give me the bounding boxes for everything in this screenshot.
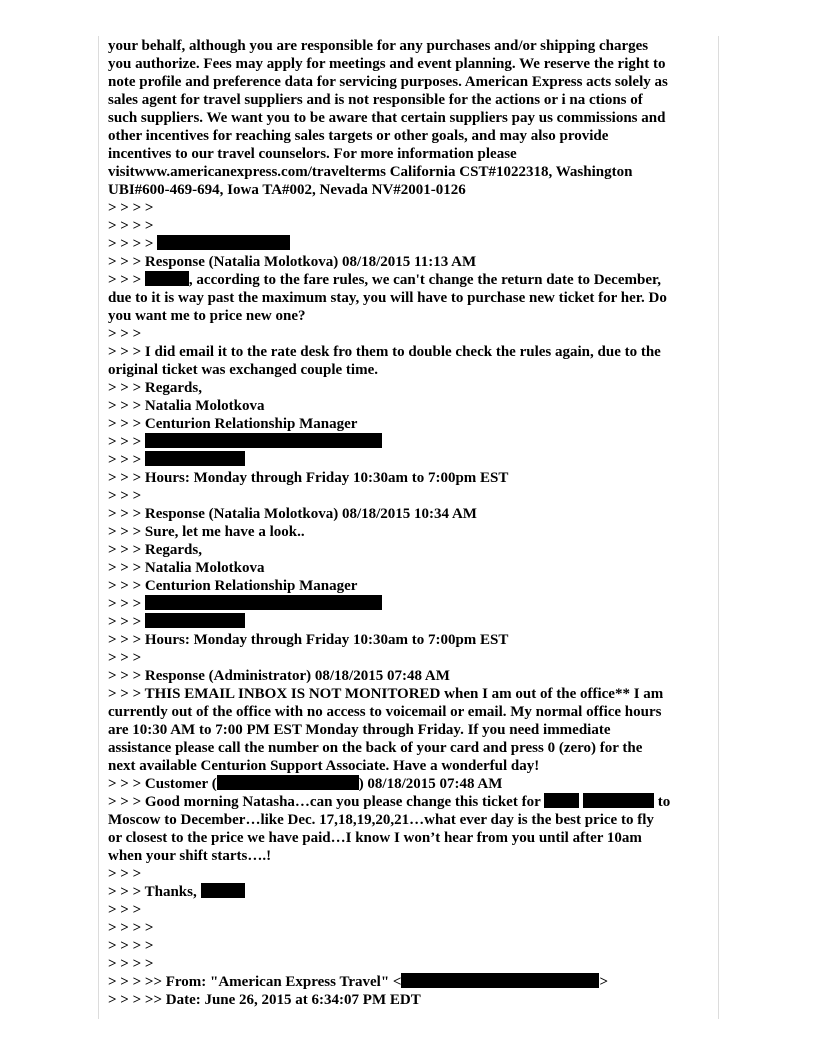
quote-prefix: > > > — [108, 614, 145, 630]
email-document — [108, 37, 710, 1009]
quote-prefix: > > > — [108, 272, 145, 288]
quote-prefix: > > > — [108, 452, 145, 468]
text-line: > > > Hours: Monday through Friday 10:30am to 7:00pm EST — [108, 470, 509, 486]
text-line: sales agent for travel suppliers and is not responsible for the actions or i na ctions of — [108, 92, 643, 108]
text-line: when your shift starts….! — [108, 848, 272, 864]
signature-name: > > > Natalia Molotkova — [108, 560, 265, 576]
text-line: UBI#600-469-694, Iowa TA#002, Nevada NV#2001-0126 — [108, 182, 466, 198]
redaction-block — [544, 793, 579, 808]
response-header: > > > Response (Administrator) 08/18/2015 07:48 AM — [108, 668, 450, 684]
redaction-block — [145, 595, 382, 610]
text-line: Moscow to December…like Dec. 17,18,19,20,21…what ever day is the best price to fly — [108, 812, 654, 828]
quote-marker-line: > > > — [108, 326, 142, 342]
redacted-line — [108, 271, 710, 289]
text-line: you want me to price new one? — [108, 308, 306, 324]
quote-prefix: > > > — [108, 596, 145, 612]
quote-marker-line: > > > — [108, 650, 142, 666]
redaction-block — [157, 235, 290, 250]
redaction-block — [217, 775, 359, 790]
text-segment: > — [599, 974, 609, 990]
text-line: > > > I did email it to the rate desk fro them to double check the rules again, due to the — [108, 344, 661, 360]
redacted-line — [108, 595, 710, 613]
text-line: currently out of the office with no access to voicemail or email. My normal office hours — [108, 704, 662, 720]
text-line: original ticket was exchanged couple time. — [108, 362, 378, 378]
quote-marker-line: > > > — [108, 866, 142, 882]
text-segment: > > > Customer ( — [108, 776, 217, 792]
text-line: > > > Sure, let me have a look.. — [108, 524, 305, 540]
text-line: > > > Regards, — [108, 380, 202, 396]
text-line: are 10:30 AM to 7:00 PM EST Monday through Friday. If you need immediate — [108, 722, 611, 738]
redacted-line — [108, 613, 710, 631]
text-line: your behalf, although you are responsible for any purchases and/or shipping charges — [108, 38, 649, 54]
quote-marker-line: > > > > — [108, 920, 154, 936]
text-line: visitwww.americanexpress.com/travelterms California CST#1022318, Washington — [108, 164, 633, 180]
quote-marker-line: > > > > — [108, 956, 154, 972]
from-header — [108, 973, 710, 991]
text-line: other incentives for reaching sales targets or other goals, and may also provide — [108, 128, 609, 144]
text-line: > > > Hours: Monday through Friday 10:30am to 7:00pm EST — [108, 632, 509, 648]
text-line: > > > Regards, — [108, 542, 202, 558]
text-line: such suppliers. We want you to be aware that certain suppliers pay us commissions and — [108, 110, 666, 126]
customer-header — [108, 775, 710, 793]
text-line: next available Centurion Support Associate. Have a wonderful day! — [108, 758, 540, 774]
redacted-line — [108, 793, 710, 811]
text-line: incentives to our travel counselors. For more information please — [108, 146, 517, 162]
quote-prefix: > > > > — [108, 236, 158, 252]
redaction-block — [145, 271, 189, 286]
page-frame-left-border — [98, 36, 99, 1019]
redacted-line — [108, 433, 710, 451]
text-line: > > > THIS EMAIL INBOX IS NOT MONITORED when I am out of the office** I am — [108, 686, 664, 702]
redaction-block — [401, 973, 599, 988]
response-header: > > > Response (Natalia Molotkova) 08/18/2015 10:34 AM — [108, 506, 477, 522]
signature-title: > > > Centurion Relationship Manager — [108, 416, 358, 432]
signature-title: > > > Centurion Relationship Manager — [108, 578, 358, 594]
text-line: you authorize. Fees may apply for meetings and event planning. We reserve the right to — [108, 56, 666, 72]
redacted-line — [108, 883, 710, 901]
response-header: > > > Response (Natalia Molotkova) 08/18/2015 11:13 AM — [108, 254, 477, 270]
quote-marker-line: > > > — [108, 902, 142, 918]
date-header: > > > >> Date: June 26, 2015 at 6:34:07 PM EDT — [108, 992, 421, 1008]
text-line: assistance please call the number on the back of your card and press 0 (zero) for the — [108, 740, 643, 756]
text-line: due to it is way past the maximum stay, you will have to purchase new ticket for her. Do — [108, 290, 667, 306]
text-segment: > > > >> From: "American Express Travel" < — [108, 974, 402, 990]
redaction-block — [583, 793, 654, 808]
quote-marker-line: > > > > — [108, 218, 154, 234]
redaction-block — [145, 613, 245, 628]
redacted-line — [108, 451, 710, 469]
redaction-block — [145, 451, 245, 466]
text-segment: ) 08/18/2015 07:48 AM — [358, 776, 503, 792]
redaction-block — [201, 883, 245, 898]
signature-name: > > > Natalia Molotkova — [108, 398, 265, 414]
redacted-line — [108, 235, 710, 253]
text-segment: > > > Good morning Natasha…can you please change this ticket for — [108, 794, 545, 810]
quote-marker-line: > > > — [108, 488, 142, 504]
text-line: or closest to the price we have paid…I know I won’t hear from you until after 10am — [108, 830, 642, 846]
quote-marker-line: > > > > — [108, 200, 154, 216]
text-segment: > > > Thanks, — [108, 884, 201, 900]
text-segment: , according to the fare rules, we can't change the return date to December, — [188, 272, 662, 288]
quote-marker-line: > > > > — [108, 938, 154, 954]
text-line: note profile and preference data for servicing purposes. American Express acts solely as — [108, 74, 668, 90]
redaction-block — [145, 433, 382, 448]
text-segment: to — [653, 794, 671, 810]
quote-prefix: > > > — [108, 434, 145, 450]
page-frame-right-border — [718, 36, 719, 1019]
